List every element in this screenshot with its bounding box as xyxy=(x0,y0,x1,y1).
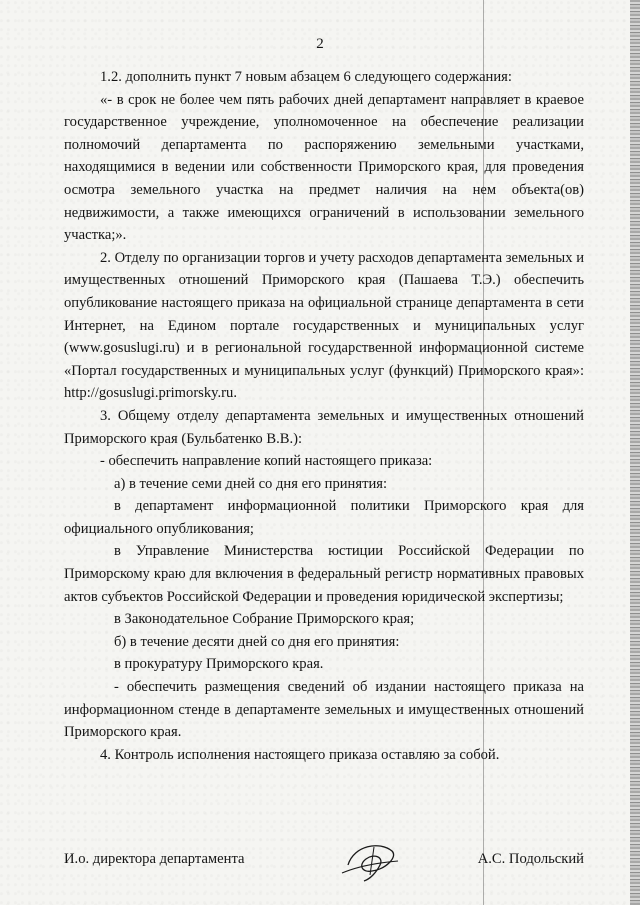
page-number: 2 xyxy=(316,36,324,52)
signature-block xyxy=(64,843,584,883)
paragraph-1-2: 1.2. дополнить пункт 7 новым абзацем 6 следующего содержания: xyxy=(100,69,512,85)
paragraph-3: 3. Общему отделу департамента земельных и имущественных отношений Приморского края (Бульбатенко В.В.): xyxy=(64,407,584,447)
paragraph-3-b: б) в течение десяти дней со дня его принятия: xyxy=(114,633,400,650)
paragraph-3-placement: - обеспечить размещения сведений об издании настоящего приказа на информационном стенде в департаменте земельных и имущественных отношений Приморского края. xyxy=(64,679,584,741)
paragraph-3-a-3: в Законодательное Собрание Приморского края; xyxy=(114,611,415,628)
signatory-position: И.о. директора департамента xyxy=(64,851,245,867)
paragraph-3-a-1: в департамент информационной политики Приморского края для официального опубликования; xyxy=(64,498,584,537)
document-body xyxy=(64,66,584,766)
paragraph-3-a: а) в течение семи дней со дня его принятия: xyxy=(114,475,388,492)
paragraph-3-b-1: в прокуратуру Приморского края. xyxy=(114,656,324,673)
paragraph-2: 2. Отделу по организации торгов и учету расходов департамента земельных и имущественных отношений Приморского края (Пашаева Т.Э.) обеспечить опубликование настоящего приказа на официальной странице департамента в сети Интернет, на Едином портале государственных и муниципальных услуг (www.gosuslugi.ru) и в региональной государственной информационной системе «Портал государственных и муниципальных услуг (функций) Приморского края»: http://gosuslugi.primorsky.ru. xyxy=(64,249,584,402)
paragraph-4: 4. Контроль исполнения настоящего приказа оставляю за собой. xyxy=(100,746,500,763)
paragraph-3-send: - обеспечить направление копий настоящего приказа: xyxy=(100,453,433,470)
scan-edge xyxy=(630,0,640,905)
handwritten-signature xyxy=(340,835,402,885)
signatory-name: А.С. Подольский xyxy=(477,851,584,867)
paragraph-3-a-2: в Управление Министерства юстиции Российской Федерации по Приморскому краю для включения в федеральный регистр нормативных правовых актов субъектов Российской Федерации и проведения юридической экспертизы; xyxy=(64,543,584,605)
paragraph-quote: «- в срок не более чем пять рабочих дней департамент направляет в краевое государственное учреждение, уполномоченное на обеспечение реализации полномочий департамента по распоряжению земельными участками, находящимися в ведении или собственности Приморского края, для проведения осмотра земельного участка на предмет наличия на нем объекта(ов) недвижимости, а также имеющихся ограничений в использовании земельного участка;». xyxy=(64,91,584,244)
